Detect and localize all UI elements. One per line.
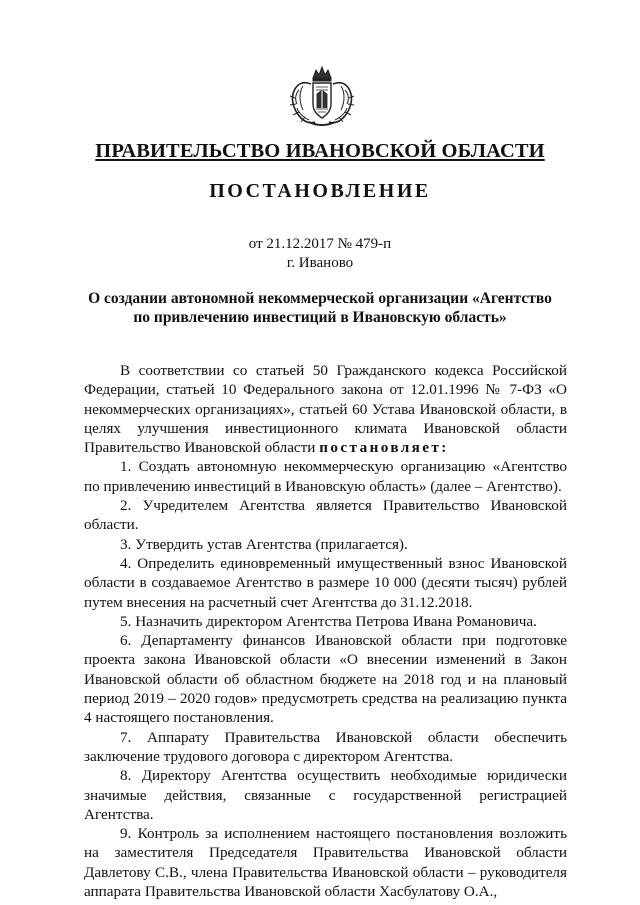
preamble-paragraph [84,361,567,457]
list-item: 3. Утвердить устав Агентства (прилагается). [120,535,408,553]
subject-line-1: О создании автономной некоммерческой организации «Агентство [88,290,552,307]
resolves-word: постановляет: [319,439,449,457]
document-date-number: от 21.12.2017 № 479-п [248,236,392,252]
document-city: г. Иваново [286,255,354,271]
government-title: ПРАВИТЕЛЬСТВО ИВАНОВСКОЙ ОБЛАСТИ [95,140,545,162]
list-item: 4. Определить единовременный имущественный взнос Ивановской области в создаваемое Агентство в размере 10 000 (десяти тысяч) рублей путем внесения на расчетный счет Агентства до 31.12.2018. [84,554,567,611]
document-body [84,361,567,901]
preamble-text: В соответствии со статьей 50 Гражданского кодекса Российской Федерации, статьей 10 Федерального закона от 12.01.1996 № 7-ФЗ «О некоммерческих организациях», статьей 60 Устава Ивановской области, в целях улучшения инвестиционного климата Ивановской области Правительство Ивановской области [84,362,567,457]
list-item: 9. Контроль за исполнением настоящего постановления возложить на заместителя Председателя Правительства Ивановской области Давлетову С.В., члена Правительства Ивановской области – руководителя аппарата Правительства Ивановской области Хасбулатову О.А., [84,825,567,901]
list-item: 7. Аппарату Правительства Ивановской области обеспечить заключение трудового договора с директором Агентства. [84,728,567,765]
list-item: 5. Назначить директором Агентства Петрова Ивана Романовича. [120,612,537,630]
list-item: 6. Департаменту финансов Ивановской области при подготовке проекта закона Ивановской области «О внесении изменений в Закон Ивановской области об областном бюджете на 2018 год и на плановый период 2019 – 2020 годов» предусмотреть средства на реализацию пункта 4 настоящего постановления. [84,632,567,727]
coat-of-arms-icon [287,64,357,130]
list-item: 8. Директору Агентства осуществить необходимые юридически значимые действия, связанные с государственной регистрацией Агентства. [84,767,567,823]
subject-line-2: по привлечению инвестиций в Ивановскую область» [133,309,507,326]
document-subject [60,289,580,327]
list-item: 2. Учредителем Агентства является Правительство Ивановской области. [84,497,567,534]
document-type-title: ПОСТАНОВЛЕНИЕ [209,180,431,202]
list-item: 1. Создать автономную некоммерческую организацию «Агентство по привлечению инвестиций в Ивановскую область» (далее – Агентство). [84,458,567,495]
